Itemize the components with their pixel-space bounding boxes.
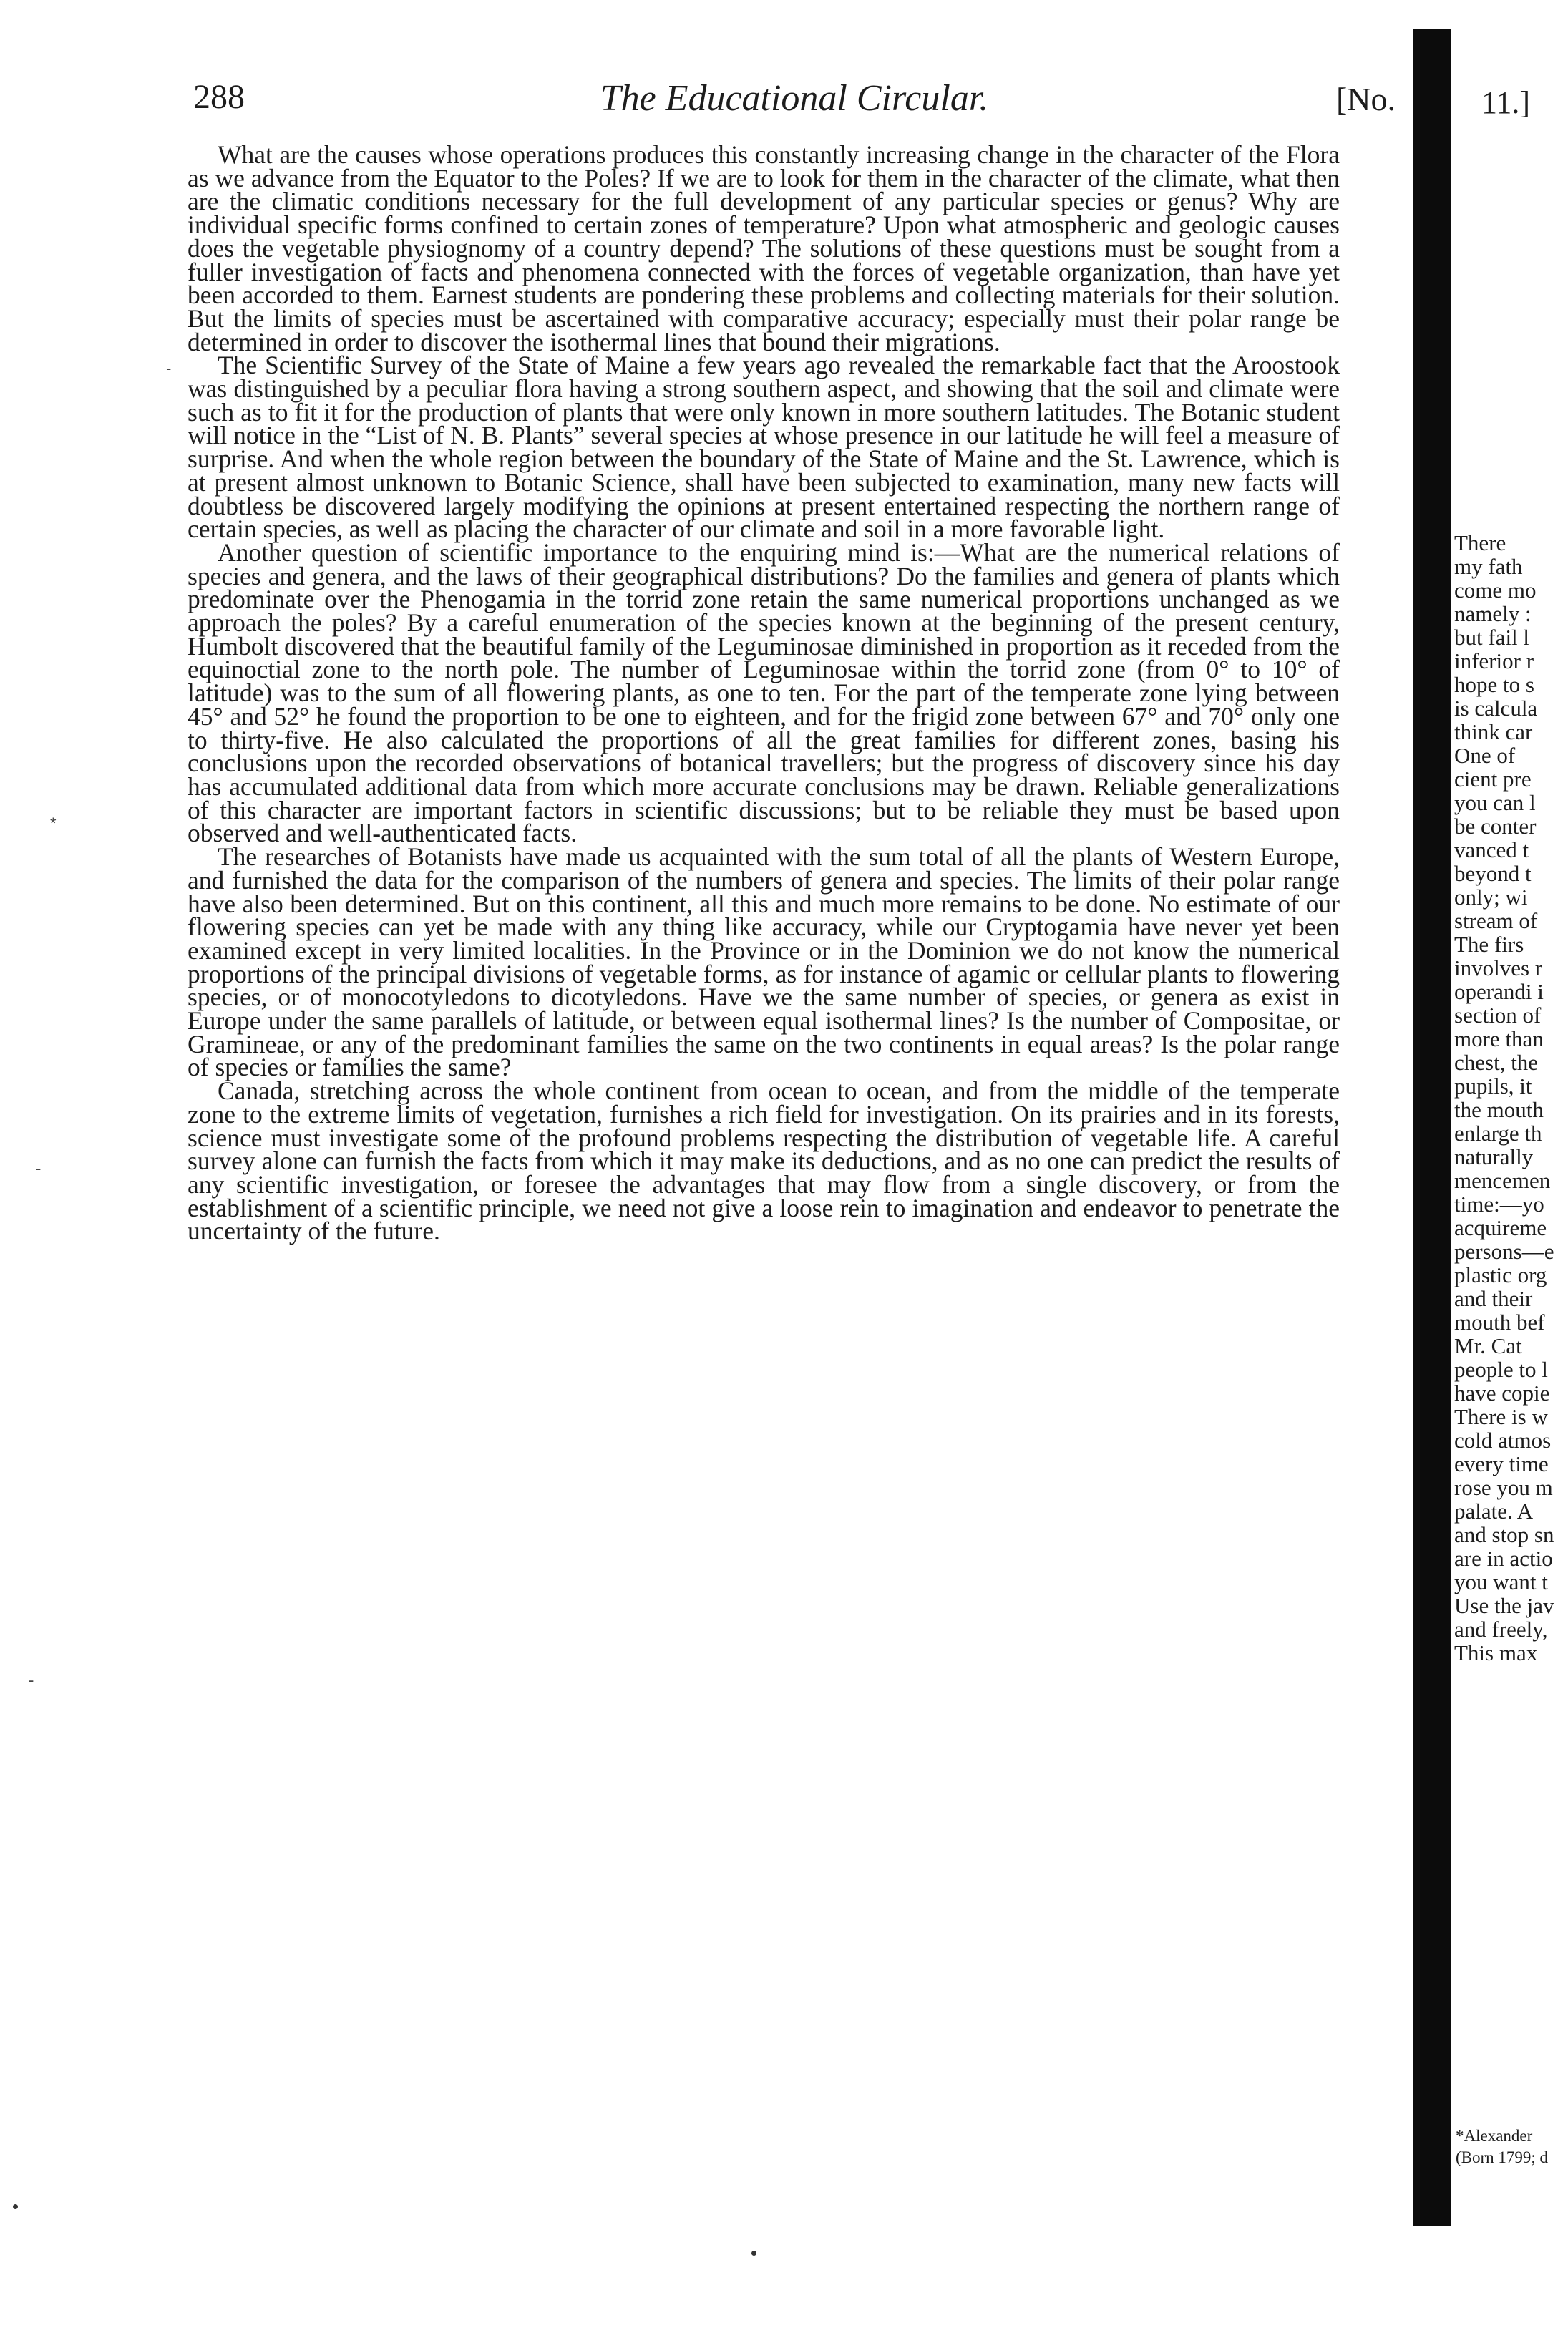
adjacent-line: Use the jav	[1454, 1593, 1554, 1618]
adjacent-line: and their	[1454, 1286, 1533, 1311]
issue-number: [No.	[1335, 81, 1396, 117]
adjacent-line: chest, the	[1454, 1050, 1539, 1075]
adjacent-line: There	[1454, 530, 1506, 555]
adjacent-line: persons—e	[1454, 1239, 1554, 1264]
paragraph: The researches of Botanists have made us acquainted with the sum total of all the plants of Western Europe, and furnished the data for the comparison of the numbers of genera and species. The limits of their polar range have also been determined. But on this continent, all this and much more remains to be done. No estimate of our flowering species can yet be made with any thing like accuracy, while our Cryptogamia have never yet been examined except in very limited localities. In the Province or in the Dominion we do not know the numerical proportions of the principal divisions of vegetable forms, as for instance of agamic or cellular plants to flowering species, or of monocotyledons to dicotyledons. Have we the same number of species, or genera as exist in Europe under the same parallels of latitude, or between equal isothermal lines? Is the number of Compositae, or Gramineae, or any of the predominant families the same on the two continents in equal areas? Is the polar range of species or families the same?	[188, 842, 1340, 1082]
adjacent-line: acquireme	[1454, 1215, 1547, 1240]
page-number: 288	[193, 78, 245, 116]
adjacent-line: beyond t	[1454, 861, 1532, 886]
adjacent-line: cient pre	[1454, 766, 1532, 792]
adjacent-footnote	[1456, 2125, 1568, 2168]
journal-title: The Educational Circular.	[600, 78, 989, 119]
adjacent-text-column	[1454, 531, 1568, 1665]
adjacent-line: naturally	[1454, 1144, 1534, 1169]
adjacent-line: vanced t	[1454, 837, 1529, 862]
adjacent-line: operandi i	[1454, 979, 1544, 1004]
adjacent-line: time:—yo	[1454, 1192, 1544, 1217]
adjacent-line: Mr. Cat	[1454, 1333, 1522, 1358]
adjacent-line: One of	[1454, 743, 1516, 768]
margin-asterisk-mark: *	[50, 814, 57, 832]
adjacent-line: every time	[1454, 1451, 1549, 1476]
adjacent-line: you can l	[1454, 790, 1536, 815]
margin-dash-mark: -	[36, 1159, 42, 1177]
paragraph: The Scientific Survey of the State of Maine a few years ago revealed the remarkable fact that the Aroostook was distinguished by a peculiar flora having a strong southern aspect, and showing that the soil and climate were such as to fit it for the production of plants that were only known in more southern latitudes. The Botanic student will notice in the “List of N. B. Plants” several species at whose presence in our latitude he will feel a measure of surprise. And when the whole region between the boundary of the State of Maine and the St. Lawrence, which is at present almost unknown to Botanic Science, shall have been subjected to examination, many new facts will doubtless be discovered largely modifying the opinions at present entertained respecting the northern range of certain species, as well as placing the character of our climate and soil in a more favorable light.	[188, 351, 1340, 544]
adjacent-line: palate. A	[1454, 1499, 1534, 1524]
running-header	[193, 77, 1396, 127]
adjacent-line: stream of	[1454, 908, 1538, 933]
adjacent-line: plastic org	[1454, 1262, 1547, 1287]
adjacent-line: more than	[1454, 1026, 1544, 1051]
margin-dot-mark	[13, 2204, 18, 2209]
adjacent-line: namely :	[1454, 601, 1532, 626]
margin-dash-mark: -	[29, 1671, 34, 1689]
adjacent-line: you want t	[1454, 1569, 1548, 1594]
book-gutter	[1413, 29, 1451, 2226]
adjacent-line: is calcula	[1454, 696, 1538, 721]
adjacent-line: cold atmos	[1454, 1428, 1552, 1453]
paragraph: Another question of scientific importance to the enquiring mind is:—What are the numerical relations of species and genera, and the laws of their geographical distributions? Do the families and genera of plants which predominate over the Phenogamia in the torrid zone retain the same numerical proportions unchanged as we approach the poles? By a careful enumeration of the species known at the beginning of the present century, Humbolt discovered that the beautiful family of the Leguminosae diminished in proportion as it receded from the equinoctial zone to the north pole. The number of Leguminosae within the torrid zone (from 0° to 10° of latitude) was to the sum of all flowering plants, as one to ten. For the part of the temperate zone lying between 45° and 52° he found the proportion to be one to eighteen, and for the frigid zone between 67° and 70° only one to thirty-five. He also calculated the proportions of all the great families for different zones, basing his conclusions upon the recorded observations of botanical travellers; but the progress of discovery since his day has accumulated additional data from which more accurate conclusions may be drawn. Reliable generalizations of this character are important factors in scientific discussions; but to be reliable they must be based upon observed and well-authenticated facts.	[188, 537, 1340, 848]
adjacent-line: are in actio	[1454, 1546, 1553, 1571]
adjacent-line: rose you m	[1454, 1475, 1553, 1500]
adjacent-line: be conter	[1454, 814, 1537, 839]
adjacent-line: There is w	[1454, 1404, 1548, 1429]
adjacent-line: mencemen	[1454, 1168, 1551, 1193]
margin-dash-mark: -	[166, 359, 172, 377]
footnote-line: (Born 1799; d	[1456, 2148, 1549, 2166]
adjacent-issue-number: 11.]	[1481, 85, 1531, 120]
adjacent-line: come mo	[1454, 578, 1537, 603]
adjacent-line: have copie	[1454, 1380, 1550, 1406]
adjacent-line: mouth bef	[1454, 1310, 1545, 1335]
adjacent-line: only; wi	[1454, 885, 1528, 910]
adjacent-line: think car	[1454, 719, 1533, 744]
adjacent-line: inferior r	[1454, 648, 1534, 673]
paragraph: Canada, stretching across the whole continent from ocean to ocean, and from the middle of the temperate zone to the extreme limits of vegetation, furnishes a rich field for investigation. On its prairies and in its forests, science must investigate some of the profound problems respecting the distribution of vegetable life. A careful survey alone can furnish the facts from which it may make its deductions, and as no one can predict the results of any scientific investigation, or foresee the advantages that may flow from a single discovery, or from the establishment of a scientific principle, we need not give a loose rein to imagination and endeavor to penetrate the uncertainty of the future.	[188, 1076, 1340, 1246]
adjacent-line: but fail l	[1454, 625, 1530, 650]
article-body	[188, 140, 1340, 1246]
adjacent-line: and stop sn	[1454, 1522, 1554, 1547]
adjacent-line: and freely,	[1454, 1617, 1548, 1642]
adjacent-line: section of	[1454, 1003, 1542, 1028]
adjacent-line: involves r	[1454, 955, 1543, 980]
adjacent-page-fragment	[1453, 0, 1568, 2333]
paragraph: What are the causes whose operations produces this constantly increasing change in the character of the Flora as we advance from the Equator to the Poles? If we are to look for them in the character of the climate, what then are the climatic conditions necessary for the full development of any particular species or genus? Why are individual specific forms confined to certain zones of temperature? Upon what atmospheric and geologic causes does the vegetable physiognomy of a country depend? The solutions of these questions must be sought from a fuller investigation of facts and phenomena connected with the forces of vegetable organization, than have yet been accorded to them. Earnest students are pondering these problems and collecting materials for their solution. But the limits of species must be ascertained with comparative accuracy; especially must their polar range be determined in order to discover the isothermal lines that bound their migrations.	[188, 140, 1340, 356]
adjacent-line: enlarge th	[1454, 1121, 1542, 1146]
adjacent-line: my fath	[1454, 554, 1523, 579]
adjacent-line: pupils, it	[1454, 1073, 1532, 1099]
adjacent-line: the mouth	[1454, 1097, 1544, 1122]
adjacent-line: hope to s	[1454, 672, 1534, 697]
adjacent-line: people to l	[1454, 1357, 1548, 1382]
page-dot-mark	[751, 2251, 756, 2256]
footnote-line: *Alexander	[1456, 2127, 1533, 2145]
adjacent-line: This max	[1454, 1640, 1538, 1665]
adjacent-line: The firs	[1454, 932, 1524, 957]
